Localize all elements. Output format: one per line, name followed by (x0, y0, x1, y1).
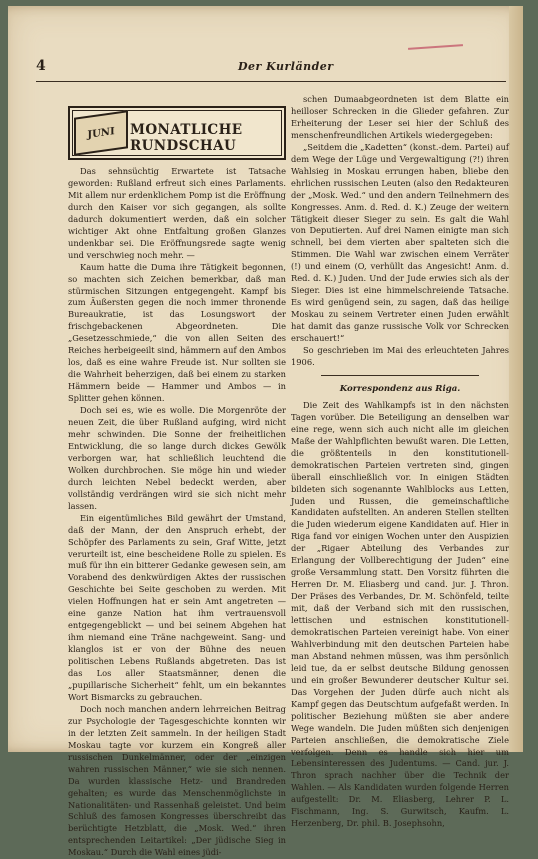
paragraph: Doch noch manchen andern lehrreichen Beitrag zur Psychologie der Tagesgeschichte konnten wir in der letzten Zeit sammeln. In der heiligen Stadt Moskau tagte vor kurzem ein Kongreß aller russischen Dunkelmänner, oder der „einzigen wahren russischen Männer,“ wie sie sich nennen. Da wurden klassische Hetz- und Brandreden gehalten; es wurde das Menschenmöglichste in Nationalitäten- und Rassenhaß geleistet. Und beim Schluß des famosen Kongresses überschreibt das berüchtigte Hetzblatt, die „Mosk. Wed.“ ihren entsprechenden Leitartikel: „Der jüdische Sieg in Moskau.“ Durch die Wahl eines jüdi- (68, 703, 286, 858)
paragraph: schen Dumaabgeordneten ist dem Blatte ein heilloser Schrecken in die Glieder gefahren. Zur Erheiterung der Leser sei hier der Schluß des menschenfreundlichen Artikels wiedergegeben: (291, 94, 509, 140)
header-rule (36, 81, 506, 82)
page-edge (509, 6, 523, 752)
pencil-mark (408, 44, 463, 50)
paragraph: Doch sei es, wie es wolle. Die Morgenröte der neuen Zeit, die über Rußland aufging, wird nicht mehr schwinden. Die Sonne der freiheitlichen Entwicklung, die so lange durch dickes Gewölk verborgen war, hat schließlich leuchtend die Wolken durchbrochen. Sie möge hin und wieder durch leichten Nebel bedeckt werden, aber vollständig verdrängen wird sie sich nicht mehr lassen. (68, 405, 286, 511)
running-title: Der Kurländer (238, 60, 334, 73)
paragraph: „Seitdem die „Kadetten“ (konst.-dem. Partei) auf dem Wege der Lüge und Vergewaltigung (?!) ihren Wahlsieg in Moskau errungen haben, bliebe den ehrlichen russischen Leuten (also den Redakteuren der „Mosk. Wed.“ und den andern Teilnehmern des Kongresses. Anm. d. Red. d. K.) Zeuge der weitern Tätigkeit dieser Sieger zu sein. Es galt die Wahl von Deputierten. Auf drei Namen einigte man sich schnell, bei dem vierten aber spalteten sich die Stimmen. Die Wahl war zwischen einem Verräter (!) und einem (O, verhüllt das Angesicht! Anm. d. Red. d. K.) Juden. Und der Jude erwies sich als der Sieger. Dies ist eine himmelschreiende Tatsache. Es wird genügend sein, zu sagen, daß das heilige Moskau zu seinem Vertreter einen Juden erwählt hat damit das ganze russische Volk vor Schrecken erschauert!“ (291, 141, 509, 344)
right-column (291, 94, 509, 830)
paragraph: Kaum hatte die Duma ihre Tätigkeit begonnen, so machten sich Zeichen bemerkbar, daß man stürmischen Sitzungen entgegengeht. Kampf bis zum Äußersten gegen die noch immer thronende Bureaukratie, ist das Losungswort der frischgebackenen Abgeordneten. Die „Gesetzesschmiede,“ die von allen Seiten des Reiches herbeigeeilt sind, hämmern auf den Ambos los, daß es eine wahre Freude ist. Nur sollten sie die Wahrheit beherzigen, daß bei einem zu starken Hämmern beide — Hammer und Ambos — in Splitter gehen können. (68, 261, 286, 404)
magazine-page (8, 6, 523, 858)
page-number: 4 (36, 58, 46, 74)
paragraph: Die Zeit des Wahlkampfs ist in den nächsten Tagen vorüber. Die Beteiligung an denselben war eine rege, wenn sich auch nicht alle im gleichen Maße der Wahlpflichten bewußt waren. Die Letten, die größtenteils in den konstitutionell-demokratischen Parteien vertreten sind, gingen überall einschließlich vor. In einigen Städten bildeten sich sogenannte Wahlblocks aus Letten, Juden und Russen, die gemeinschaftliche Kandidaten aufstellten. An anderen Stellen stellten die Juden wiederum eigene Kandidaten auf. Hier in Riga fand vor einigen Wochen unter den Auspizien der „Rigaer Abteilung des Verbandes zur Erlangung der Vollberechtigung der Juden“ eine große Versammlung statt. Den Vorsitz führten die Herren Dr. M. Eliasberg und cand. jur. J. Thron. Der Präses des Verbandes, Dr. M. Schönfeld, teilte mit, daß der Verband sich mit den russischen, lettischen und estnischen konstitutionell-demokratischen Parteien vereinigt habe. Von einer Wahlverbindung mit den deutschen Parteien habe man Abstand nehmen müssen, was ihm persönlich leid tue, da er selbst deutsche Bildung genossen und ein großer Bewunderer deutscher Kultur sei. Das Vorgehen der Juden dürfe auch nicht als Kampf gegen das Deutschtum aufgefaßt werden. In politischer Beziehung müßten sie aber andere Wege wandeln. Die Juden müßten sich denjenigen Parteien anschließen, die demokratische Ziele verfolgen. Denn es handle sich hier um Lebensinteressen des Judentums. — Cand. jur. J. Thron sprach nachher über die Technik der Wahlen. — Als Kandidaten wurden folgende Herren aufgestellt: Dr. M. Eliasberg, Lehrer P. L. Fischmann, Ing. S. Gurwitsch, Kaufm. L. Herzenberg, Dr. phil. B. Josephsohn, (291, 399, 509, 829)
paragraph: So geschrieben im Mai des erleuchteten Jahres 1906. (291, 345, 509, 367)
paragraph: Ein eigentümliches Bild gewährt der Umstand, daß der Mann, der den Anspruch erhebt, der Schöpfer des Parlaments zu sein, Graf Witte, jetzt verurteilt ist, eine bescheidene Rolle zu spielen. Es muß für ihn ein bitterer Gedanke gewesen sein, am Vorabend des denkwürdigen Aktes der russischen Geschichte bei Seite geschoben zu werden. Mit vielen Hoffnungen hat er sein Amt angetreten — eine ganze Nation hat ihm vertrauensvoll entgegengeblickt — und bei seinem Abgehen hat ihm niemand eine Träne nachgeweint. Sang- und klanglos ist er von der Bühne des neuen politischen Lebens Rußlands abgetreten. Das ist das Los aller Staatsmänner, denen die „pupillarische Sicherheit“ fehlt, um ein bekanntes Wort Bismarcks zu gebrauchen. (68, 512, 286, 702)
section-divider (321, 375, 479, 376)
section-title: Korrespondenz aus Riga. (339, 383, 461, 394)
left-column (68, 166, 286, 859)
month-badge: JUNI (74, 110, 128, 156)
masthead-title: MONATLICHE RUNDSCHAU (130, 122, 243, 154)
paragraph: Das sehnsüchtig Erwartete ist Tatsache geworden: Rußland erfreut sich eines Parlaments. Mit allem nur erdenklichem Pomp ist die Eröffnung durch den Kaiser vor sich gegangen, als sollte dadurch dokumentiert werden, daß ein solcher wichtiger Akt ohne Entfaltung großen Glanzes undenkbar sei. Die Eröffnungsrede sagte wenig und verschwieg noch mehr. — (68, 166, 286, 260)
section-masthead (68, 106, 286, 160)
